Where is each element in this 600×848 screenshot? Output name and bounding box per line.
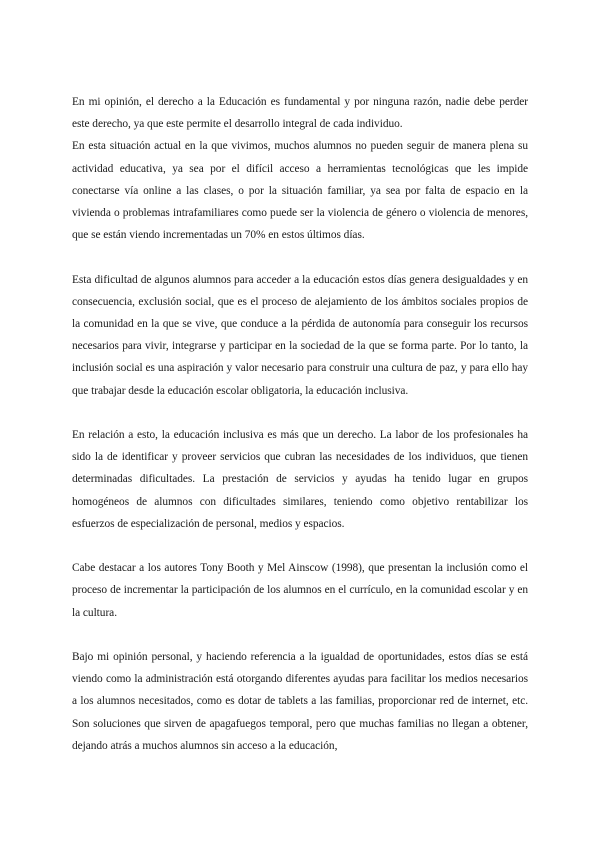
paragraph-current-situation: En esta situación actual en la que vivimos, muchos alumnos no pueden seguir de manera plena su actividad educativa, ya sea por el difícil acceso a herramientas tecnológicas que les impide conectarse vía online a las clases, o por la situación familiar, ya sea por falta de espacio en la vivienda o problemas intrafamiliares como puede ser la violencia de género o violencia de menores, que se están viendo incrementadas un 70% en estos últimos días.: [72, 140, 528, 242]
paragraph-gap: [72, 535, 528, 557]
paragraph-gap: [72, 246, 528, 268]
paragraph-difficulty-access: Esta dificultad de algunos alumnos para acceder a la educación estos días genera desigualdades y en consecuencia, exclusión social, que es el proceso de alejamiento de los ámbitos sociales propios de la comunidad en la que se vive, que conduce a la pérdida de autonomía para conseguir los recursos necesarios para vivir, integrarse y participar en la sociedad de la que se forma parte. Por lo tanto, la inclusión social es una aspiración y valor necesario para construir una cultura de paz, y para ello hay que trabajar desde la educación escolar obligatoria, la educación inclusiva.: [72, 273, 528, 397]
document-body: [72, 91, 528, 757]
paragraph-inclusive-education: En relación a esto, la educación inclusiva es más que un derecho. La labor de los profesionales ha sido la de identificar y proveer servicios que cubran las necesidades de los individuos, que tienen determinadas dificultades. La prestación de servicios y ayudas ha tenido lugar en grupos homogéneos de alumnos con dificultades similares, teniendo como objetivo rentabilizar los esfuerzos de especialización de personal, medios y espacios.: [72, 429, 528, 530]
paragraph-opinion-right: En mi opinión, el derecho a la Educación es fundamental y por ninguna razón, nadie debe perder este derecho, ya que este permite el desarrollo integral de cada individuo.: [72, 96, 528, 131]
paragraph-gap: [72, 624, 528, 646]
paragraph-gap: [72, 402, 528, 424]
paragraph-booth-ainscow: Cabe destacar a los autores Tony Booth y Mel Ainscow (1998), que presentan la inclusión como el proceso de incrementar la participación de los alumnos en el currículo, en la comunidad escolar y en la cultura.: [72, 562, 528, 619]
paragraph-personal-opinion: Bajo mi opinión personal, y haciendo referencia a la igualdad de oportunidades, estos días se está viendo como la administración está otorgando diferentes ayudas para facilitar los medios necesarios a los alumnos necesitados, como es dotar de tablets a las familias, proporcionar red de internet, etc. Son soluciones que sirven de apagafuegos temporal, pero que muchas familias no llegan a obtener, dejando atrás a muchos alumnos sin acceso a la educación,: [72, 651, 528, 752]
